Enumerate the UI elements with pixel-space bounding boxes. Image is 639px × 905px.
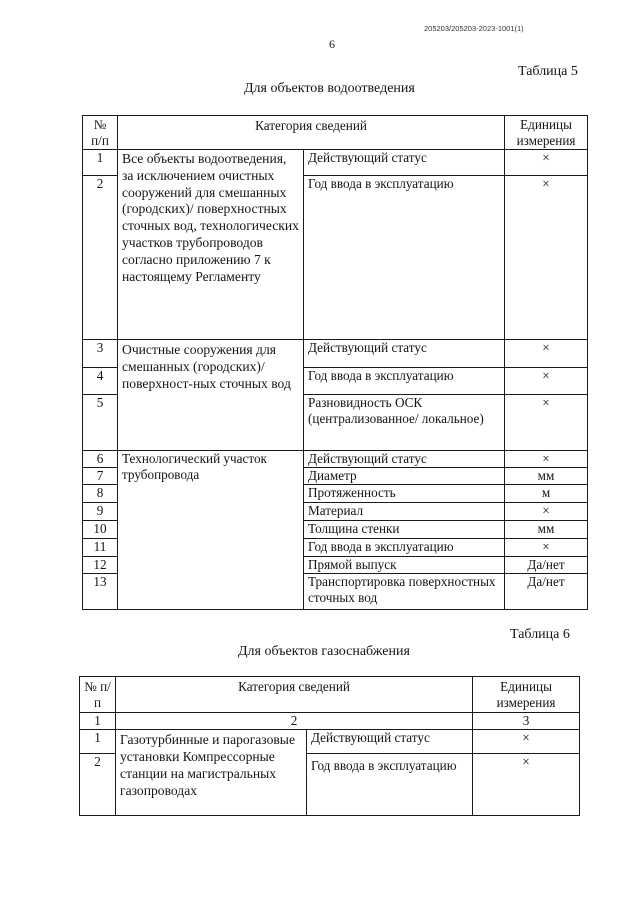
table-cell-unit: мм (505, 521, 588, 539)
table-cell-attr: Действующий статус (307, 730, 473, 754)
table-cell-attr: Год ввода в эксплуатацию (304, 368, 505, 395)
table6-label: Таблица 6 (510, 627, 570, 642)
table-cell-attr: Прямой выпуск (304, 557, 505, 574)
table-cell-attr: Протяженность (304, 485, 505, 503)
table-cell-num: 11 (83, 539, 118, 557)
table-cell-attr: Действующий статус (304, 340, 505, 368)
table-cell-unit: Да/нет (505, 557, 588, 574)
t5-group-pipeline: Технологический участок трубопровода (118, 451, 304, 610)
table-cell-attr: Год ввода в эксплуатацию (304, 176, 505, 340)
table-cell-unit: × (505, 368, 588, 395)
table5 (82, 115, 588, 610)
table-cell-unit: × (473, 754, 580, 816)
t5-group-treatment: Очистные сооружения для смешанных (городских)/поверхност-ных сточных вод (118, 340, 304, 451)
table-cell-num: 4 (83, 368, 118, 395)
table-cell-num: 2 (80, 754, 116, 816)
table-cell-num: 5 (83, 395, 118, 451)
t6-group-gas: Газотурбинные и парогазовые установки Компрессорные станции на магистральных газопроводах (116, 730, 307, 816)
table-cell-attr: Материал (304, 503, 505, 521)
table-cell-num: 3 (83, 340, 118, 368)
t5-header-category: Категория сведений (118, 116, 505, 150)
t6-index-cell: 2 (116, 713, 473, 730)
t6-index-cell: 3 (473, 713, 580, 730)
table-cell-attr: Год ввода в эксплуатацию (307, 754, 473, 816)
table5-caption: Для объектов водоотведения (244, 81, 415, 96)
table5-label: Таблица 5 (518, 64, 578, 79)
table-cell-num: 8 (83, 485, 118, 503)
table-cell-num: 6 (83, 451, 118, 468)
t6-index-cell: 1 (80, 713, 116, 730)
table-cell-unit: м (505, 485, 588, 503)
table-cell-num: 12 (83, 557, 118, 574)
t5-group-all-objects: Все объекты водоотведения, за исключением очистных сооружений для смешанных (городских)/ поверхностных сточных вод, технологических участков трубопроводов согласно приложению 7 к настоящему Регламенту (118, 150, 304, 340)
table-cell-unit: × (505, 503, 588, 521)
document-id: 205203/205203-2023-1001(1) (424, 24, 524, 33)
t5-header-num: № п/п (83, 116, 118, 150)
t6-header-category: Категория сведений (116, 677, 473, 713)
table6-caption: Для объектов газоснабжения (238, 644, 410, 659)
table-cell-num: 9 (83, 503, 118, 521)
t5-header-units: Единицы измерения (505, 116, 588, 150)
table-cell-unit: × (505, 395, 588, 451)
table-cell-num: 1 (83, 150, 118, 176)
table-cell-unit: × (505, 176, 588, 340)
table-cell-unit: × (473, 730, 580, 754)
table-cell-attr: Транспортировка поверхностных сточных вод (304, 574, 505, 610)
table-cell-unit: × (505, 150, 588, 176)
table-cell-attr: Действующий статус (304, 150, 505, 176)
table-cell-num: 1 (80, 730, 116, 754)
table-cell-unit: × (505, 539, 588, 557)
page-number: 6 (329, 37, 335, 51)
table-cell-unit: × (505, 451, 588, 468)
t6-header-num: № п/п (80, 677, 116, 713)
table-cell-unit: мм (505, 468, 588, 485)
t6-header-units: Единицы измерения (473, 677, 580, 713)
table-cell-attr: Год ввода в эксплуатацию (304, 539, 505, 557)
table6 (79, 676, 580, 816)
table-cell-attr: Диаметр (304, 468, 505, 485)
table-cell-unit: Да/нет (505, 574, 588, 610)
table-cell-num: 13 (83, 574, 118, 610)
table-cell-num: 7 (83, 468, 118, 485)
table-cell-unit: × (505, 340, 588, 368)
table-cell-attr: Толщина стенки (304, 521, 505, 539)
table-cell-num: 10 (83, 521, 118, 539)
table-cell-attr: Разновидность ОСК (централизованное/ локальное) (304, 395, 505, 451)
table-cell-attr: Действующий статус (304, 451, 505, 468)
table-cell-num: 2 (83, 176, 118, 340)
